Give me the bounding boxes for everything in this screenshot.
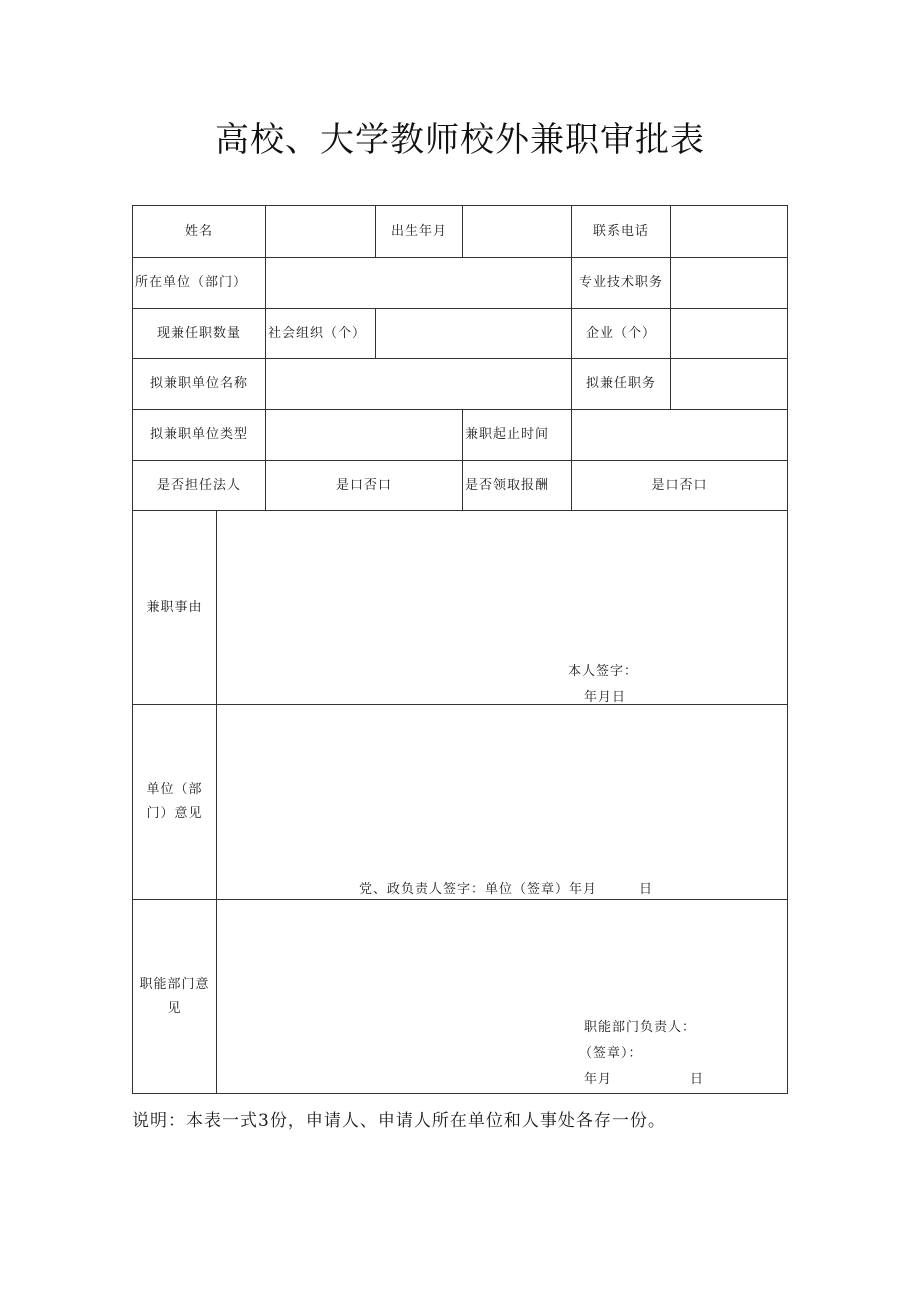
reason-field[interactable]: [216, 510, 788, 705]
unit-label-text: 所在单位（部门）: [135, 275, 248, 290]
proposed-post-field[interactable]: [670, 358, 788, 410]
legal-person-choice[interactable]: [265, 460, 463, 511]
name-label-text: 姓名: [184, 223, 213, 239]
period-field[interactable]: [571, 409, 788, 461]
form-title: 高校、大学教师校外兼职审批表: [215, 120, 705, 160]
reason-signature: 本人签字：: [568, 664, 639, 679]
count-label: [132, 308, 266, 359]
social-org-label: [265, 308, 376, 359]
unit-opinion-signature: 党、政负责人签字：单位（签章）年月 日: [359, 882, 654, 897]
name-label: [132, 205, 266, 258]
birth-field[interactable]: [462, 205, 572, 258]
tech-title-label: [571, 257, 671, 309]
unit-opinion-field[interactable]: [216, 704, 788, 900]
proposed-unit-label-text: 拟兼职单位名称: [149, 376, 248, 391]
dept-opinion-seal: （签章）：: [579, 1046, 643, 1061]
proposed-post-label: [571, 358, 671, 410]
social-org-label-text: 社会组织（个）: [268, 325, 367, 341]
phone-field[interactable]: [670, 205, 788, 258]
reason-label: [132, 510, 217, 705]
pay-label: [462, 460, 572, 511]
dept-opinion-field[interactable]: [216, 899, 788, 1094]
proposed-post-label-text: 拟兼任职务: [585, 376, 656, 391]
unit-label: [132, 257, 266, 309]
phone-label-text: 联系电话: [592, 223, 649, 239]
legal-person-label-text: 是否担任法人: [156, 477, 241, 493]
tech-title-field[interactable]: [670, 257, 788, 309]
birth-label: [375, 205, 463, 258]
unit-type-label-text: 拟兼职单位类型: [149, 427, 248, 442]
social-org-field[interactable]: [375, 308, 572, 359]
pay-label-text: 是否领取报酬: [465, 477, 550, 493]
unit-type-label: [132, 409, 266, 461]
birth-label-text: 出生年月: [390, 223, 447, 239]
dept-opinion-label-text: 职能部门意见: [139, 976, 210, 1016]
enterprise-label: [571, 308, 671, 359]
unit-opinion-label-text: 单位（部门）意见: [146, 782, 203, 821]
dept-opinion-head: 职能部门负责人：: [584, 1020, 697, 1035]
reason-label-text: 兼职事由: [146, 599, 203, 615]
pay-choice[interactable]: [571, 460, 788, 511]
dept-opinion-date-ym: 年月: [584, 1072, 613, 1087]
count-label-text: 现兼任职数量: [156, 325, 241, 341]
unit-field[interactable]: [265, 257, 572, 309]
dept-opinion-date-day: 日: [690, 1072, 705, 1087]
proposed-unit-label: [132, 358, 266, 410]
period-label: [462, 409, 572, 461]
legal-person-choice-text: 是口否口: [335, 477, 392, 493]
reason-date: 年月日: [584, 690, 627, 705]
enterprise-label-text: 企业（个）: [585, 325, 656, 341]
pay-choice-text: 是口否口: [651, 477, 708, 493]
dept-opinion-label: [132, 899, 217, 1094]
name-field[interactable]: [265, 205, 376, 258]
period-label-text: 兼职起止时间: [465, 427, 550, 442]
unit-type-field[interactable]: [265, 409, 463, 461]
enterprise-field[interactable]: [670, 308, 788, 359]
legal-person-label: [132, 460, 266, 511]
phone-label: [571, 205, 671, 258]
unit-opinion-label: [132, 704, 217, 900]
tech-title-label-text: 专业技术职务: [578, 275, 663, 290]
footnote: 说明：本表一式3份，申请人、申请人所在单位和人事处各存一份。: [132, 1111, 666, 1131]
proposed-unit-field[interactable]: [265, 358, 572, 410]
